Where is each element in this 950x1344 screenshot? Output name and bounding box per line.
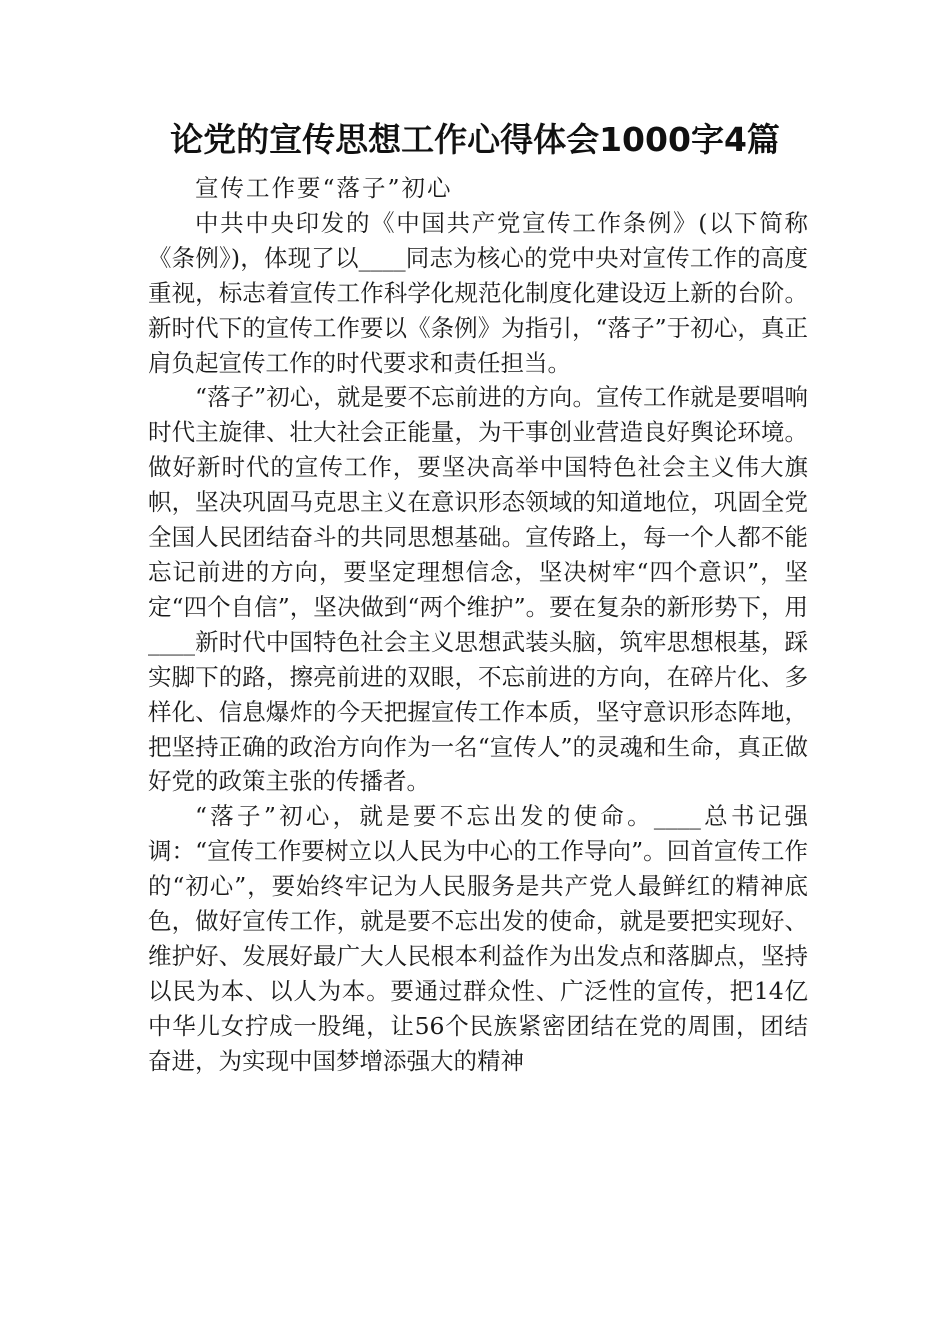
paragraph-intro: 中共中央印发的《中国共产党宣传工作条例》(以下简称《条例》)，体现了以____同志为核心的党中央对宣传工作的高度重视，标志着宣传工作科学化规范化制度化建设迈上新的台阶。新时代下的宣传工作要以《条例》为指引，“落子”于初心，真正肩负起宣传工作的时代要求和责任担当。 — [148, 208, 808, 377]
section-heading: 宣传工作要“落子”初心 — [195, 174, 453, 202]
paragraph-mission: “落子”初心，就是要不忘出发的使命。____总书记强调：“宣传工作要树立以人民为中心的工作导向”。回首宣传工作的“初心”，要始终牢记为人民服务是共产党人最鲜红的精神底色，做好宣传工作，就是要不忘出发的使命，就是要把实现好、维护好、发展好最广大人民根本利益作为出发点和落脚点，坚持以民为本、以人为本。要通过群众性、广泛性的宣传，把14亿中华儿女拧成一股绳，让56个民族紧密团结在党的周围，团结奋进，为实现中国梦增添强大的精神 — [148, 802, 808, 1075]
document-title: 论党的宣传思想工作心得体会1000字4篇 — [170, 120, 780, 159]
paragraph-direction: “落子”初心，就是要不忘前进的方向。宣传工作就是要唱响时代主旋律、壮大社会正能量，为干事创业营造良好舆论环境。做好新时代的宣传工作，要坚决高举中国特色社会主义伟大旗帜，坚决巩固马克思主义在意识形态领域的知道地位，巩固全党全国人民团结奋斗的共同思想基础。宣传路上，每一个人都不能忘记前进的方向，要坚定理想信念，坚决树牢“四个意识”，坚定“四个自信”，坚决做到“两个维护”。要在复杂的新形势下，用____新时代中国特色社会主义思想武装头脑，筑牢思想根基，踩实脚下的路，擦亮前进的双眼，不忘前进的方向，在碎片化、多样化、信息爆炸的今天把握宣传工作本质，坚守意识形态阵地，把坚持正确的政治方向作为一名“宣传人”的灵魂和生命，真正做好党的政策主张的传播者。 — [148, 383, 808, 796]
document-body — [148, 171, 808, 1079]
